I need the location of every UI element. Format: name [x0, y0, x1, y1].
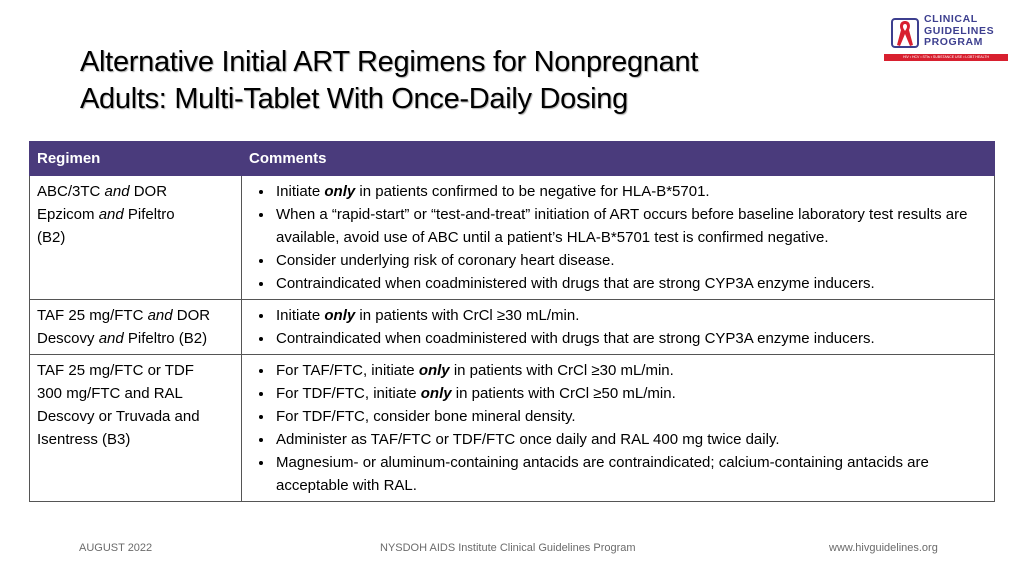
- comments-list: [249, 180, 987, 295]
- regimen-line: Epzicom and Pifeltro: [37, 206, 175, 223]
- comment-item: • Initiate only in patients confirmed to be negative for HLA-B*5701.: [274, 180, 987, 203]
- comments-list: [249, 359, 987, 497]
- footer-url: www.hivguidelines.org: [829, 542, 938, 554]
- regimens-table: [29, 141, 995, 502]
- regimen-line: TAF 25 mg/FTC or TDF: [37, 362, 194, 379]
- column-header-comments: Comments: [242, 142, 995, 176]
- footer-date: AUGUST 2022: [79, 542, 153, 554]
- slide-title: [80, 44, 860, 118]
- comment-item: • Magnesium- or aluminum-containing antacids are contraindicated; calcium-containing antacids are acceptable with RAL.: [274, 451, 987, 497]
- ribbon-icon: [890, 15, 920, 49]
- regimen-line: Isentress (B3): [37, 431, 131, 448]
- comment-item: • Contraindicated when coadministered with drugs that are strong CYP3A enzyme inducers.: [274, 327, 987, 350]
- comments-cell: [242, 300, 995, 355]
- regimen-line: Descovy or Truvada and: [37, 408, 200, 425]
- comment-item: • For TAF/FTC, initiate only in patients with CrCl ≥30 mL/min.: [274, 359, 987, 382]
- regimen-cell: [30, 355, 242, 502]
- comment-item: • Administer as TAF/FTC or TDF/FTC once daily and RAL 400 mg twice daily.: [274, 428, 987, 451]
- comments-list: [249, 304, 987, 350]
- table-row: [30, 300, 995, 355]
- comment-item: • For TDF/FTC, consider bone mineral density.: [274, 405, 987, 428]
- slide-title-line-2: Adults: Multi-Tablet With Once-Daily Dosing: [80, 83, 628, 115]
- slide-title-line-1: Alternative Initial ART Regimens for Nonpregnant: [80, 46, 699, 78]
- logo-wordmark: CLINICAL GUIDELINES PROGRAM: [924, 13, 995, 48]
- regimen-line: (B2): [37, 229, 66, 246]
- regimen-line: Descovy and Pifeltro (B2): [37, 330, 208, 347]
- footer-program: NYSDOH AIDS Institute Clinical Guidelines Program: [380, 542, 636, 554]
- table-header-row: [30, 142, 995, 176]
- comment-item: • Initiate only in patients with CrCl ≥30 mL/min.: [274, 304, 987, 327]
- table-row: [30, 176, 995, 300]
- table-row: [30, 355, 995, 502]
- logo-tagline-bar: HIV • HCV • STIs • SUBSTANCE USE • LGBT HEALTH: [884, 54, 1008, 61]
- comments-cell: [242, 176, 995, 300]
- regimen-line: TAF 25 mg/FTC and DOR: [37, 307, 211, 324]
- comment-item: • Contraindicated when coadministered with drugs that are strong CYP3A enzyme inducers.: [274, 272, 987, 295]
- comment-item: • Consider underlying risk of coronary heart disease.: [274, 249, 987, 272]
- comment-item: • For TDF/FTC, initiate only in patients with CrCl ≥50 mL/min.: [274, 382, 987, 405]
- column-header-regimen: Regimen: [30, 142, 242, 176]
- comments-cell: [242, 355, 995, 502]
- regimen-cell: [30, 300, 242, 355]
- regimen-cell: [30, 176, 242, 300]
- comment-item: • When a “rapid-start” or “test-and-treat” initiation of ART occurs before baseline laboratory test results are available, avoid use of ABC until a patient’s HLA-B*5701 test is confirmed negative.: [274, 203, 987, 249]
- clinical-guidelines-program-logo: [884, 14, 1008, 66]
- regimen-line: 300 mg/FTC and RAL: [37, 385, 183, 402]
- regimen-line: ABC/3TC and DOR: [37, 183, 168, 200]
